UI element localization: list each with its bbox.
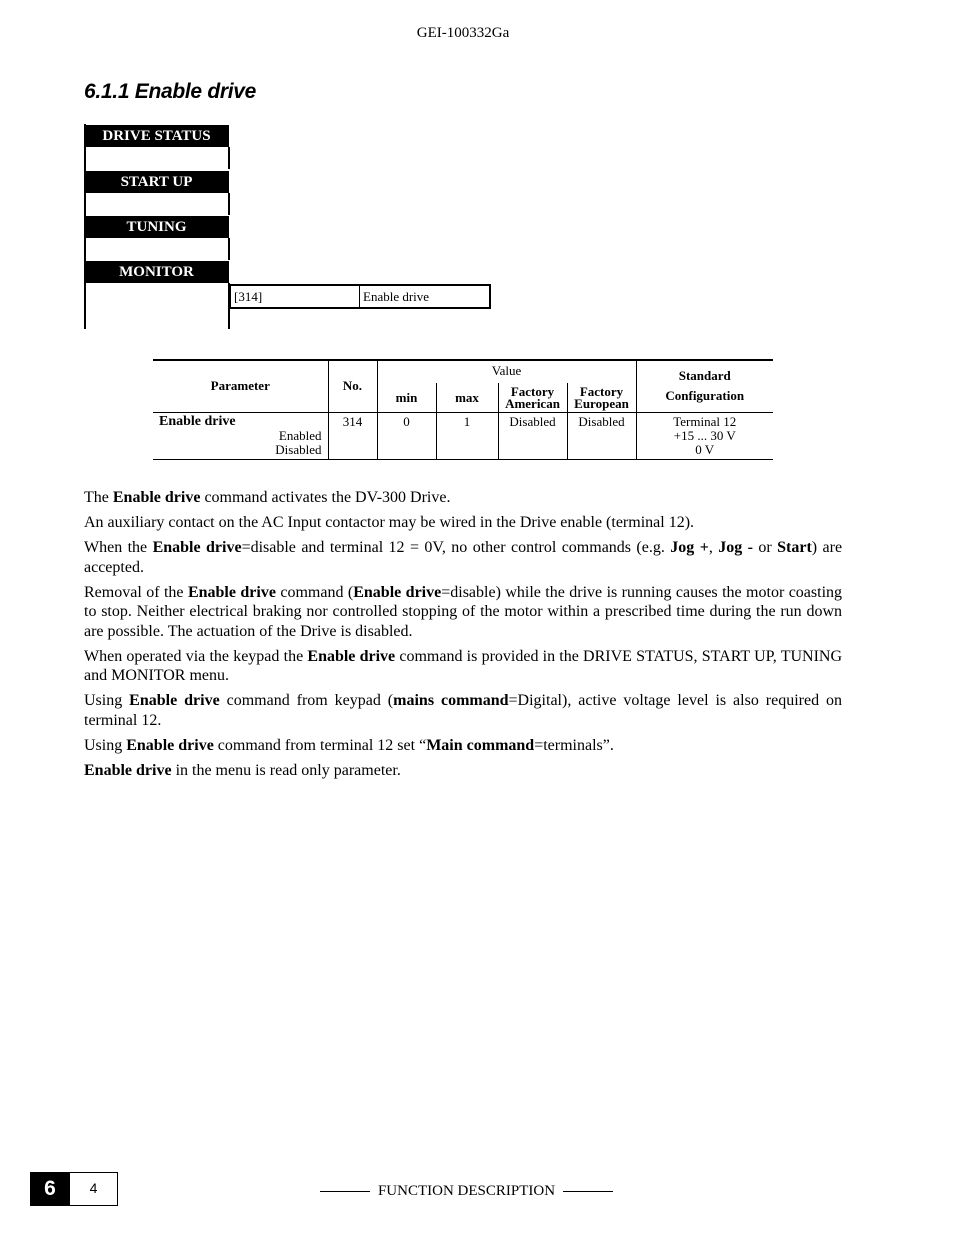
parameter-table [153,359,773,460]
chapter-number: 6 [30,1172,70,1206]
menu-tick [228,193,230,215]
paragraph: Using Enable drive command from terminal 12 set “Main command=terminals”. [84,736,614,754]
header-standard-line1: Standard [678,368,731,384]
cell-min: 0 [377,412,436,459]
paragraph: When the Enable drive=disable and terminal 12 = 0V, no other control commands (e.g. Jog +, Jog - or Start) are accepted. [84,539,843,576]
row-parameter-name: Enable drive [159,413,236,429]
cell-factory-european: Disabled [567,412,636,459]
header-standard-line2: Configuration [665,388,745,404]
parameter-name: Enable drive [363,289,430,304]
std-line2: +15 ... 30 V [673,427,736,443]
cell-max: 1 [436,412,498,459]
section-title: 6.1.1 Enable drive [84,80,257,103]
footer-rule-left [320,1191,370,1192]
cell-factory-american: Disabled [498,412,567,459]
header-min: min [377,383,436,412]
document-code: GEI-100332Ga [416,25,510,41]
header-standard-configuration [636,360,773,412]
footer-title-text: FUNCTION DESCRIPTION [377,1183,556,1199]
header-factory-european [567,383,636,412]
cell-standard-configuration [636,412,773,459]
paragraph: Removal of the Enable drive command (Enable drive=disable) while the drive is running causes the motor coasting to stop. Neither electrical braking nor controlled stopping of the motor within a prescribed time during the run down are possible. The actuation of the Drive is disabled. [84,583,843,640]
menu-item-drive-status: DRIVE STATUS [84,125,229,147]
paragraph: The Enable drive command activates the DV-300 Drive. [84,489,451,506]
std-line1: Terminal 12 [673,413,737,429]
row-option-disabled: Disabled [275,441,322,457]
footer-rule-right [563,1191,613,1192]
header-max: max [436,383,498,412]
header-factory-european-line2: European [574,395,629,411]
paragraph: Enable drive in the menu is read only parameter. [84,761,401,779]
header-no: No. [328,360,377,412]
parameter-code: [314] [231,286,360,307]
paragraph: When operated via the keypad the Enable drive command is provided in the DRIVE STATUS, START UP, TUNING and MONITOR menu. [84,647,843,684]
std-line3: 0 V [695,441,715,457]
menu-item-tuning: TUNING [84,216,229,238]
paragraph: Using Enable drive command from keypad (mains command=Digital), active voltage level is also required on terminal 12. [84,692,843,729]
menu-item-start-up: START UP [84,171,229,193]
cell-no: 314 [328,412,377,459]
footer-title [320,1183,613,1200]
header-value: Value [377,360,636,383]
page-number: 4 [70,1172,118,1206]
menu-parameter-box [229,284,491,309]
cell-parameter [153,412,328,459]
row-option-enabled: Enabled [278,427,322,443]
header-factory-american [498,383,567,412]
header-factory-american-line1: Factory [510,383,555,399]
paragraph: An auxiliary contact on the AC Input contactor may be wired in the Drive enable (terminal 12). [84,514,695,531]
body-text [84,488,842,786]
header-parameter: Parameter [153,360,328,412]
header-factory-american-line2: American [505,395,560,411]
header-factory-european-line1: Factory [579,383,624,399]
menu-tick [228,238,230,260]
menu-tick [228,147,230,169]
menu-item-monitor: MONITOR [84,261,229,283]
table-row [153,412,773,459]
